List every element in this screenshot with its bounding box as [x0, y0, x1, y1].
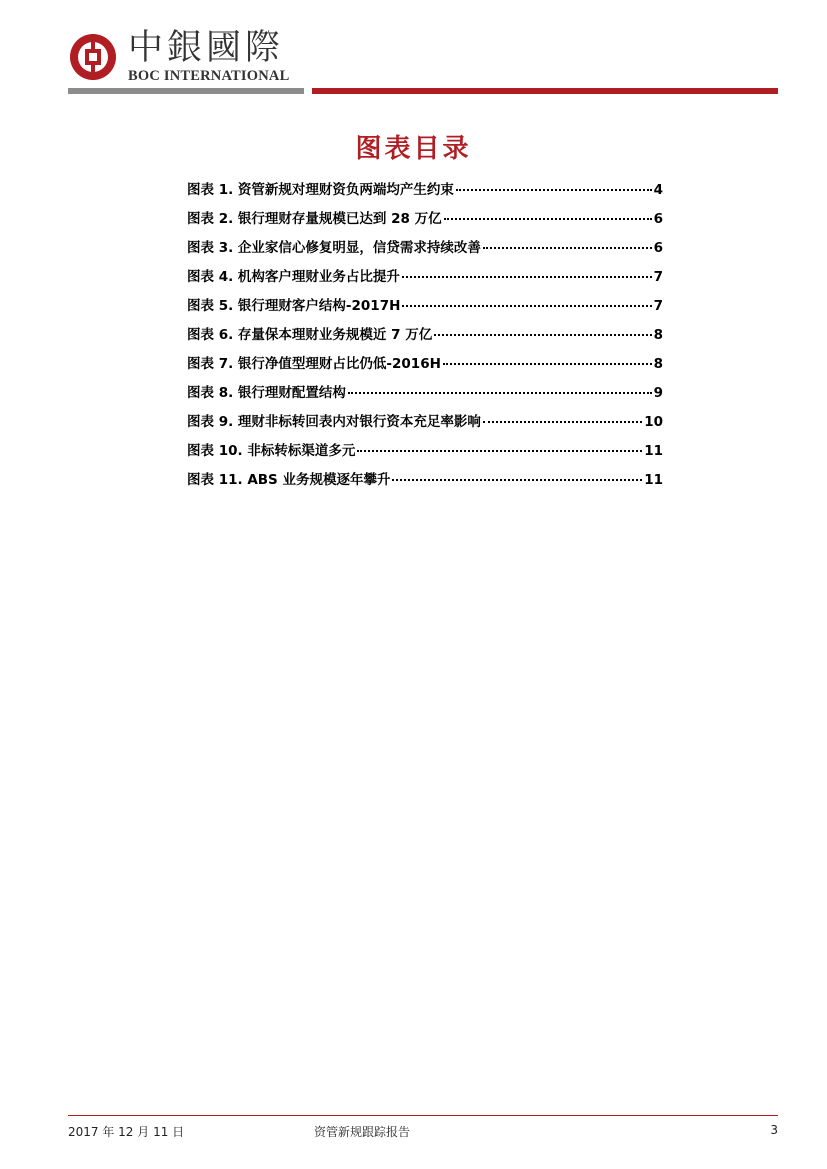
toc-item[interactable]: [187, 294, 663, 323]
toc-item[interactable]: [187, 468, 663, 497]
footer-page-number: 3: [770, 1123, 778, 1137]
toc-item-label: 图表 2. 银行理财存量规模已达到 28 万亿: [187, 211, 442, 227]
toc-item-label: 图表 5. 银行理财客户结构-2017H: [187, 298, 401, 314]
toc-item[interactable]: [187, 352, 663, 381]
toc-item-page: 6: [653, 240, 663, 256]
toc-leader-dots: [434, 333, 651, 336]
toc-leader-dots: [402, 275, 652, 278]
toc-leader-dots: [392, 478, 642, 481]
toc-item-page: 8: [653, 327, 663, 343]
toc-leader-dots: [444, 217, 652, 220]
toc-list: [187, 178, 663, 497]
footer-date: 2017 年 12 月 11 日: [68, 1125, 185, 1139]
toc-item-label: 图表 6. 存量保本理财业务规模近 7 万亿: [187, 327, 433, 343]
toc-item[interactable]: [187, 381, 663, 410]
toc-leader-dots: [348, 391, 652, 394]
toc-leader-dots: [456, 188, 652, 191]
toc-leader-dots: [357, 449, 642, 452]
page-header: [68, 26, 778, 98]
toc-item[interactable]: [187, 323, 663, 352]
boc-logo-icon: [68, 32, 118, 82]
toc-leader-dots: [483, 420, 642, 423]
toc-title: 图表目录: [355, 134, 472, 164]
toc-leader-dots: [443, 362, 652, 365]
toc-item[interactable]: [187, 207, 663, 236]
toc-item-label: 图表 4. 机构客户理财业务占比提升: [187, 269, 400, 285]
toc-item-label: 图表 9. 理财非标转回表内对银行资本充足率影响: [187, 414, 481, 430]
toc-item[interactable]: [187, 265, 663, 294]
footer-report-title: 资管新规跟踪报告: [314, 1125, 411, 1139]
toc-leader-dots: [402, 304, 651, 307]
toc-item-page: 6: [653, 211, 663, 227]
toc-item-label: 图表 3. 企业家信心修复明显，信贷需求持续改善: [187, 240, 481, 256]
toc-item[interactable]: [187, 178, 663, 207]
toc-item-page: 7: [653, 269, 663, 285]
toc-item-label: 图表 10. 非标转标渠道多元: [187, 443, 356, 459]
toc-item[interactable]: [187, 236, 663, 265]
toc-item-label: 图表 11. ABS 业务规模逐年攀升: [187, 472, 391, 488]
footer-divider: [68, 1115, 778, 1116]
header-divider-red: [312, 88, 778, 94]
logo-english-text: BOC INTERNATIONAL: [128, 68, 290, 84]
toc-item-page: 4: [653, 182, 663, 198]
toc-item-page: 7: [653, 298, 663, 314]
toc-item-label: 图表 7. 银行净值型理财占比仍低-2016H: [187, 356, 441, 372]
toc-item-label: 图表 1. 资管新规对理财资负两端均产生约束: [187, 182, 454, 198]
toc-item-page: 9: [653, 385, 663, 401]
header-divider-gray: [68, 88, 304, 94]
toc-item-page: 11: [644, 472, 663, 488]
logo-chinese-text: 中銀國際: [128, 28, 285, 68]
toc-leader-dots: [483, 246, 652, 249]
toc-item-page: 11: [644, 443, 663, 459]
toc-item-page: 10: [644, 414, 663, 430]
toc-item-label: 图表 8. 银行理财配置结构: [187, 385, 346, 401]
toc-item-page: 8: [653, 356, 663, 372]
toc-item[interactable]: [187, 410, 663, 439]
toc-item[interactable]: [187, 439, 663, 468]
